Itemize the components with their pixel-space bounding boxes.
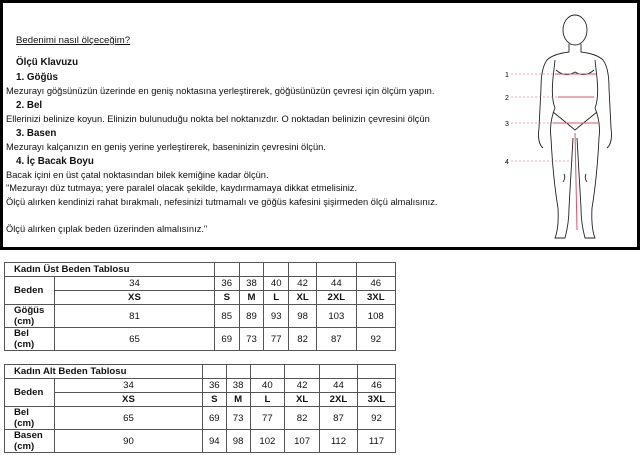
- section-title-inseam: 4. İç Bacak Boyu: [16, 156, 94, 167]
- row-label: Göğüs: [14, 305, 45, 316]
- cell: 77: [250, 407, 285, 430]
- cell: 94: [202, 430, 226, 453]
- section-text-chest: Mezurayı göğsünüzün üzerinde en geniş noktasına yerleştirerek, göğüsünüzün çevresi için ölçüm yapın.: [6, 86, 435, 96]
- size-letter: XS: [55, 291, 215, 305]
- size-number: 38: [226, 379, 250, 393]
- cell: 69: [214, 328, 239, 351]
- section-title-waist: 2. Bel: [16, 100, 43, 111]
- marker-4: 4: [505, 159, 509, 166]
- cell: 82: [289, 328, 317, 351]
- note-line: Ölçü alırken çıplak beden üzerinden almalısınız.": [6, 224, 208, 234]
- row-unit: (cm): [14, 418, 35, 429]
- size-letter: S: [202, 393, 226, 407]
- guide-title: Bedenimi nasıl ölçeceğim?: [16, 35, 131, 46]
- section-text-hip: Mezurayı kalçanızın en geniş yerine yerleştirerek, baseninizin çevresini ölçün.: [6, 142, 326, 152]
- cell: 65: [55, 328, 215, 351]
- cell: 92: [357, 407, 395, 430]
- body-figure-illustration: [503, 8, 633, 248]
- size-letter: L: [250, 393, 285, 407]
- cell: 93: [264, 305, 289, 328]
- size-number: 44: [319, 379, 357, 393]
- marker-2: 2: [505, 95, 509, 102]
- marker-3: 3: [505, 121, 509, 128]
- size-number: 46: [357, 379, 395, 393]
- size-letter: 2XL: [319, 393, 357, 407]
- cell: 81: [55, 305, 215, 328]
- cell: 73: [239, 328, 264, 351]
- marker-1: 1: [505, 72, 509, 79]
- size-letter: 2XL: [317, 291, 356, 305]
- size-letter: 3XL: [356, 291, 395, 305]
- cell: 112: [319, 430, 357, 453]
- size-number: 46: [356, 277, 395, 291]
- section-text-inseam: Bacak içini en üst çatal noktasından bilek kemiğine kadar ölçün.: [6, 170, 269, 180]
- cell: 87: [317, 328, 356, 351]
- size-letter: L: [264, 291, 289, 305]
- cell: 117: [357, 430, 395, 453]
- cell: 82: [285, 407, 320, 430]
- guide-heading: Ölçü Klavuzu: [16, 57, 79, 68]
- size-number: 34: [55, 277, 215, 291]
- size-letter: XS: [55, 393, 203, 407]
- cell: 87: [319, 407, 357, 430]
- cell: 102: [250, 430, 285, 453]
- cell: 103: [317, 305, 356, 328]
- cell: 98: [289, 305, 317, 328]
- size-letter: M: [226, 393, 250, 407]
- inseam-line: [575, 133, 577, 230]
- cell: 92: [356, 328, 395, 351]
- size-number: 38: [239, 277, 264, 291]
- table-row: [5, 430, 396, 453]
- table-row: [5, 407, 396, 430]
- cell: 69: [202, 407, 226, 430]
- size-number: 44: [317, 277, 356, 291]
- cell: 90: [55, 430, 203, 453]
- row-label: Basen: [14, 430, 43, 441]
- size-number: 42: [289, 277, 317, 291]
- size-letter: XL: [289, 291, 317, 305]
- row-unit: (cm): [14, 316, 35, 327]
- size-number: 40: [250, 379, 285, 393]
- size-number: 34: [55, 379, 203, 393]
- size-letter: 3XL: [357, 393, 395, 407]
- cell: 85: [214, 305, 239, 328]
- section-text-waist: Ellerinizi belinize koyun. Elinizin bulunuduğu nokta bel noktanızdır. O noktadan belinizin çevresini ölçün: [6, 114, 430, 124]
- note-line: "Mezurayı düz tutmaya; yere paralel olacak şekilde, kaydırmamaya dikkat etmelisiniz.: [6, 183, 358, 193]
- cell: 89: [239, 305, 264, 328]
- cell: 108: [356, 305, 395, 328]
- row-unit: (cm): [14, 339, 35, 350]
- row-label: Bel: [14, 328, 29, 339]
- size-label: Beden: [5, 277, 55, 305]
- cell: 107: [285, 430, 320, 453]
- note-line: Ölçü alırken kendinizi rahat bırakmalı, nefesinizi tutmamalı ve göğüs kafesini şişirmeden ölçü almalısınız.: [6, 197, 438, 207]
- row-label: Bel: [14, 407, 29, 418]
- table-title: Kadın Üst Beden Tablosu: [5, 263, 215, 277]
- cell: 98: [226, 430, 250, 453]
- cell: 77: [264, 328, 289, 351]
- size-number: 40: [264, 277, 289, 291]
- cell: 73: [226, 407, 250, 430]
- lower-size-table: [4, 364, 396, 453]
- size-letter: S: [214, 291, 239, 305]
- cell: 65: [55, 407, 203, 430]
- size-number: 36: [202, 379, 226, 393]
- section-title-hip: 3. Basen: [16, 128, 57, 139]
- upper-size-table: [4, 262, 396, 351]
- row-unit: (cm): [14, 441, 35, 452]
- table-row: [5, 328, 396, 351]
- size-letter: XL: [285, 393, 320, 407]
- size-letter: M: [239, 291, 264, 305]
- size-number: 42: [285, 379, 320, 393]
- size-label: Beden: [5, 379, 55, 407]
- measurement-lines: [511, 74, 599, 230]
- section-title-chest: 1. Göğüs: [16, 72, 58, 83]
- table-row: [5, 305, 396, 328]
- table-title: Kadın Alt Beden Tablosu: [5, 365, 203, 379]
- size-number: 36: [214, 277, 239, 291]
